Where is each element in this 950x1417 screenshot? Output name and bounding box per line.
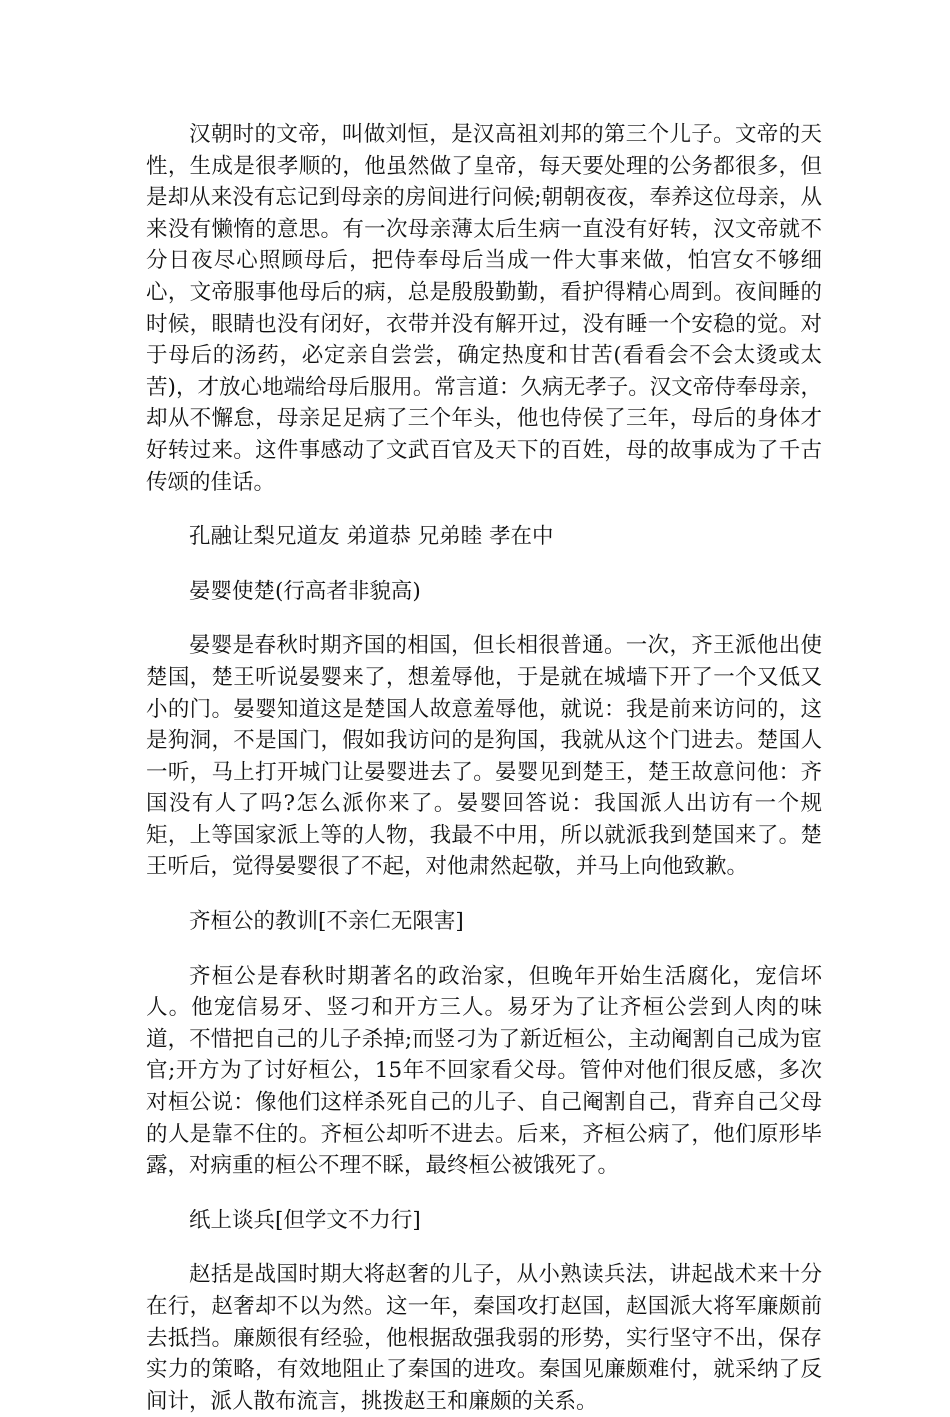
paragraph-emperor-wen: 汉朝时的文帝，叫做刘恒，是汉高祖刘邦的第三个儿子。文帝的天性，生成是很孝顺的，他虽然做了皇帝，每天要处理的公务都很多，但是却从来没有忘记到母亲的房间进行问候;朝朝夜夜，奉养这位母亲，从来没有懒惰的意思。有一次母亲薄太后生病一直没有好转，汉文帝就不分日夜尽心照顾母后，把侍奉母后当成一件大事来做，怕宫女不够细心，文帝服事他母后的病，总是殷殷勤勤，看护得精心周到。夜间睡的时候，眼睛也没有闭好，衣带并没有解开过，没有睡一个安稳的觉。对于母后的汤药，必定亲自尝尝，确定热度和甘苦(看看会不会太烫或太苦)，才放心地端给母后服用。常言道：久病无孝子。汉文帝侍奉母亲，却从不懈怠，母亲足足病了三个年头，他也侍侯了三年，母后的身体才好转过来。这件事感动了文武百官及天下的百姓，母的故事成为了千古传颂的佳话。 bbox=[146, 122, 822, 495]
heading-zhao-kuo: 纸上谈兵[但学文不力行] bbox=[189, 1207, 421, 1233]
document-body bbox=[146, 119, 822, 1417]
paragraph-qi-huan-gong: 齐桓公是春秋时期著名的政治家，但晚年开始生活腐化，宠信坏人。他宠信易牙、竖刁和开方三人。易牙为了让齐桓公尝到人肉的味道，不惜把自己的儿子杀掉;而竖刁为了新近桓公，主动阉割自己成为宦官;开方为了讨好桓公，15年不回家看父母。管仲对他们很反感，多次对桓公说：像他们这样杀死自己的儿子、自己阉割自己，背弃自己父母的人是靠不住的。齐桓公却听不进去。后来，齐桓公病了，他们原形毕露，对病重的桓公不理不睬，最终桓公被饿死了。 bbox=[146, 963, 822, 1179]
paragraph-spacer bbox=[146, 498, 822, 521]
paragraph-spacer bbox=[146, 883, 822, 906]
paragraph-yan-ying: 晏婴是春秋时期齐国的相国，但长相很普通。一次，齐王派他出使楚国，楚王听说晏婴来了，想羞辱他，于是就在城墙下开了一个又低又小的门。晏婴知道这是楚国人故意羞辱他，就说：我是前来访问的，这是狗洞，不是国门，假如我访问的是狗国，我就从这个门进去。楚国人一听，马上打开城门让晏婴进去了。晏婴见到楚王，楚王故意问他：齐国没有人了吗?怎么派你来了。晏婴回答说：我国派人出访有一个规矩，上等国家派上等的人物，我最不中用，所以就派我到楚国来了。楚王听后，觉得晏婴很了不起，对他肃然起敬，并马上向他致歉。 bbox=[146, 633, 822, 880]
paragraph-zhao-kuo: 赵括是战国时期大将赵奢的儿子，从小熟读兵法，讲起战术来十分在行，赵奢却不以为然。这一年，秦国攻打赵国，赵国派大将军廉颇前去抵挡。廉颇很有经验，他根据敌强我弱的形势，实行坚守不出，保存实力的策略，有效地阻止了秦国的进攻。秦国见廉颇难付，就采纳了反间计，派人散布流言，挑拨赵王和廉颇的关系。 bbox=[146, 1262, 822, 1414]
heading-yan-ying: 晏婴使楚(行高者非貌高) bbox=[189, 578, 421, 604]
paragraph-spacer bbox=[146, 1236, 822, 1259]
heading-kong-rong: 孔融让梨兄道友 弟道恭 兄弟睦 孝在中 bbox=[189, 524, 554, 550]
paragraph-spacer bbox=[146, 1182, 822, 1205]
paragraph-spacer bbox=[146, 553, 822, 576]
heading-qi-huan-gong: 齐桓公的教训[不亲仁无限害] bbox=[189, 909, 464, 935]
paragraph-spacer bbox=[146, 938, 822, 961]
paragraph-spacer bbox=[146, 607, 822, 630]
